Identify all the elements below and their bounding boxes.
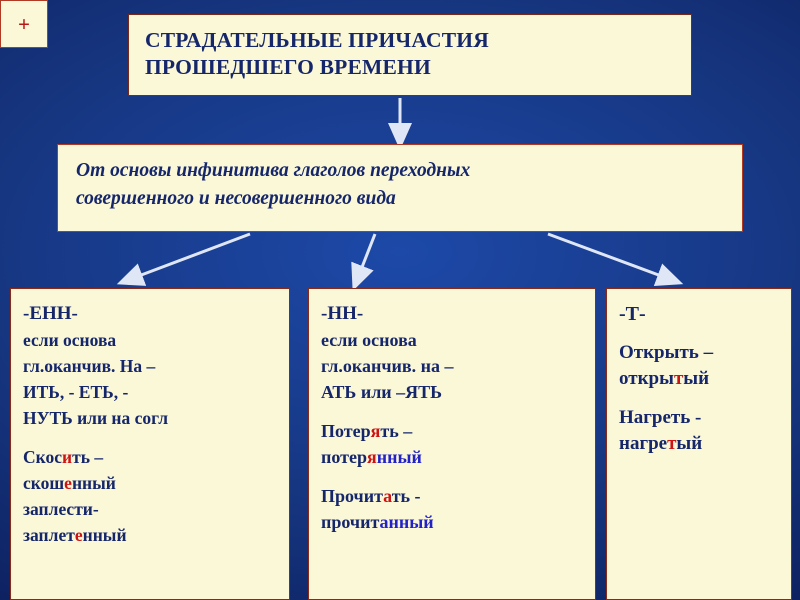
subtitle-line-1: От основы инфинитива глаголов переходных	[76, 160, 471, 181]
column-example-line: Скосить –	[23, 447, 104, 467]
column-example-line: нагретый	[619, 433, 703, 454]
plus-symbol: +	[18, 11, 30, 36]
suffix-column-enn	[10, 288, 290, 600]
column-rule-line: ИТЬ, - ЕТЬ, -	[23, 382, 129, 402]
column-example-line: заплести-	[23, 499, 99, 519]
column-example-line: Нагреть -	[619, 407, 702, 428]
subtitle-line-2: совершенного и несовершенного вида	[76, 188, 396, 209]
column-rule-line: АТЬ или –ЯТЬ	[321, 382, 443, 402]
title-line-2: ПРОШЕДШЕГО ВРЕМЕНИ	[145, 55, 431, 79]
column-rule-line: гл.оканчив. На –	[23, 356, 156, 376]
arrow-subtitle-to-col2	[357, 234, 375, 280]
column-head: -Т-	[619, 303, 646, 325]
suffix-column-t	[606, 288, 792, 600]
plus-box	[0, 0, 48, 48]
column-rule-line: если основа	[23, 330, 117, 350]
column-example-line: заплетенный	[23, 525, 127, 545]
column-rule-line: гл.оканчив. на –	[321, 356, 454, 376]
suffix-column-nn	[308, 288, 596, 600]
subtitle-box	[57, 144, 743, 232]
column-example-line: прочитанный	[321, 512, 434, 532]
arrow-subtitle-to-col3	[548, 234, 672, 280]
column-head: -ЕНН-	[23, 303, 78, 324]
column-example-line: Потерять –	[321, 421, 413, 441]
column-rule-line: если основа	[321, 330, 417, 350]
column-rule-line: НУТЬ или на согл	[23, 408, 169, 428]
column-example-line: Прочитать -	[321, 486, 421, 506]
title-line-1: СТРАДАТЕЛЬНЫЕ ПРИЧАСТИЯ	[145, 28, 489, 52]
column-example-line: скошенный	[23, 473, 116, 493]
column-example-line: потерянный	[321, 447, 422, 467]
column-head: -НН-	[321, 303, 364, 324]
column-example-line: Открыть –	[619, 342, 714, 363]
column-example-line: открытый	[619, 368, 710, 389]
title-box	[128, 14, 692, 96]
arrow-subtitle-to-col1	[128, 234, 250, 280]
